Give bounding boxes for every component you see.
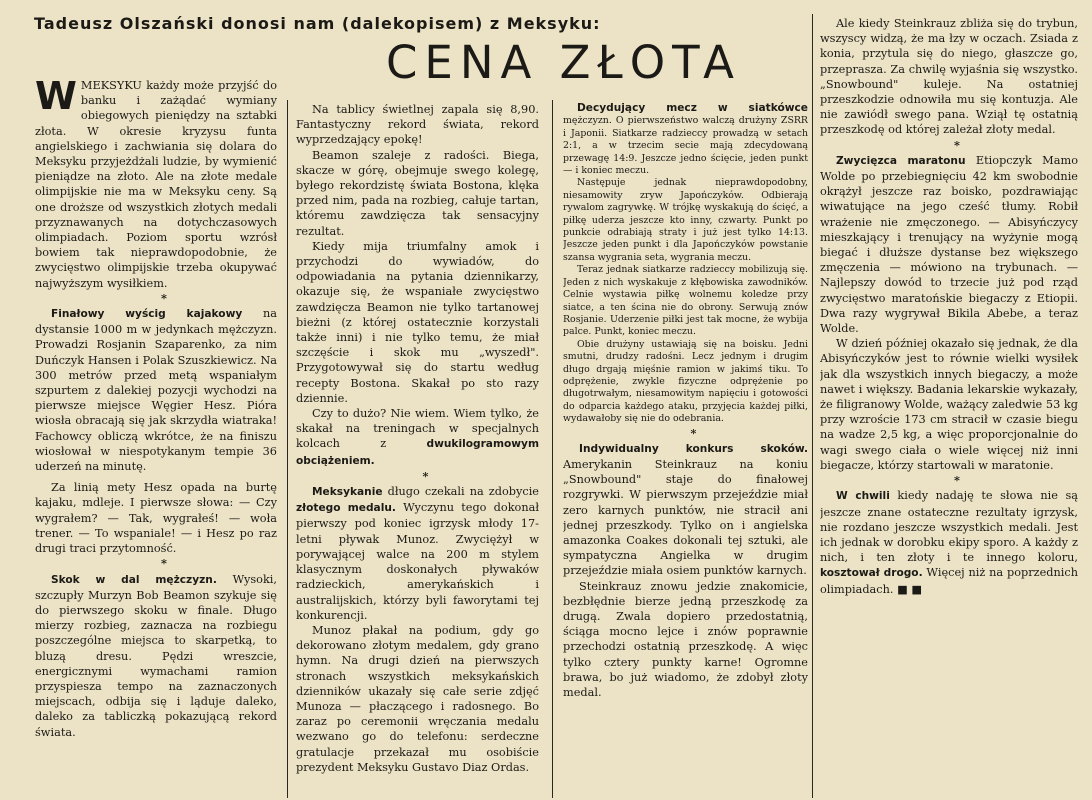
column-3 (563, 102, 808, 798)
longjump-paragraph: Skok w dal mężczyzn. Wysoki, szczupły Murzyn Bob Beamon szykuje się do pierwszego skoku w finale. Długo mierzy rozbieg, zaznacza na rozbiegu poszczególne miejsca to skarpetką, to bluzą dresu. Pędzi wreszcie, energicznymi wymachami ramion przyspiesza tempo na zaznaczonych miejscach, odbija się i ląduje daleko, daleko za tabliczką pokazującą rekord świata. (35, 572, 277, 739)
horse-paragraph: Indywidualny konkurs skoków. Amerykanin Steinkrauz na koniu „Snowbound" staje do finałowej rozgrywki. W pierwszym przejeździe miał zero karnych punktów, nie stracił ani jednej przeszkody. Tylko on i angielska amazonka Coakes dokonali tej sztuki, ale sympatyczna Angielka w drugim przejeździe miała osiem punktów karnych. (563, 442, 808, 578)
volley-paragraph: Decydujący mecz w siatkówce mężczyzn. O pierwszeństwo walczą drużyny ZSRR i Japonii. Siatkarze radzieccy prowadzą w setach 2:1, a w trzecim secie mają zdecydowaną przewagę 14:9. Jeszcze jedno ścięcie, jeden punkt — i koniec meczu. (563, 102, 808, 177)
column-rule (812, 14, 813, 798)
volley-paragraph-3: Teraz jednak siatkarze radzieccy mobilizują się. Jeden z nich wyskakuje z kłębowiska zawodników. Celnie wystawia piłkę wolnemu koledze przy siatce, a ten ścina nie do obrony. Serwują znów Rosjanie. Uderzenie piłki jest tak mocne, że wybija palce. Punkt, koniec meczu. (563, 264, 808, 338)
kayak-paragraph: Finałowy wyścig kajakowy na dystansie 1000 m w jedynkach mężczyzn. Prowadzi Rosjanin Szaparenko, za nim Duńczyk Hansen i Polak Szuszkiewicz. Na 300 metrów przed metą wspaniałym szpurtem z dalekiej pozycji wychodzi na pierwsze miejsce Węgier Hesz. Pióra wiosła obracają się jak skrzydła wiatraka! Fachowcy obliczą wkrótce, że na finiszu wiosłował w niespotykanym tempie 36 uderzeń na minutę. (35, 307, 277, 474)
column-1 (35, 78, 277, 798)
column-rule (287, 100, 288, 798)
swim-paragraph: Meksykanie długo czekali na zdobycie złotego medalu. Wyczynu tego dokonał pierwszy pod koniec igrzysk młody 17-letni pływak Munoz. Zwyciężył w porywającej walce na 200 m stylem klasycznym doskonałych pływaków radzieckich, amerykańskich i australijskich, którzy byli faworytami tej konkurencji. (296, 485, 539, 622)
section-star: * (690, 425, 697, 440)
marathon-paragraph: Zwycięzca maratonu Etiopczyk Mamo Wolde po przebiegnięciu 42 km swobodnie okrążył jeszcze raz boisko, pozdrawiając wiwatujące na jego cześć tłumy. Robił wrażenie nie zmęczonego. — Abisyńczycy mieszkający i trenujący na wyżynie mogą biegać i dłuższe dystanse bez większego zmęczenia — mówiono na trybunach. — Najlepszy dowód to trzecie już pod rząd zwycięstwo maratońskie biegaczy z Etiopii. Dwa razy wygrywał Bikila Abebe, a teraz Wolde. (820, 153, 1078, 336)
drop-cap: W (35, 78, 77, 118)
longjump-paragraph-3: Beamon szaleje z radości. Biega, skacze w górę, obejmuje swego kolegę, byłego rekordzistę świata Bostona, klęka przed nim, pada na rozbieg, całuje tartan, któremu zawdzięcza tak sensacyjny rezultat. (296, 148, 539, 238)
section-star: * (161, 290, 167, 305)
column-4 (820, 16, 1078, 798)
marathon-paragraph-2: W dzień później okazało się jednak, że dla Abisyńczyków jest to równie wielki wysiłek jak dla wszystkich innych biegaczy, a może nawet i większy. Badania lekarskie wykazały, że filigranowy Wolde, ważący zaledwie 53 kg przy wzroście 173 cm stracił w czasie biegu na wadze 2,5 kg, a więc proporcjonalnie do wagi swego ciała o wiele więcej niż inni biegacze, którzy startowali w maratonie. (820, 337, 1078, 472)
section-star: * (954, 137, 960, 152)
swim-paragraph-2: Munoz płakał na podium, gdy go dekorowano złotym medalem, gdy grano hymn. Na drugi dzień na pierwszych stronach wszystkich meksykańskich dzienników ukazały się całe serie zdjęć Munoza — płaczącego i radosnego. Bo zaraz po ceremonii wręczania medalu wezwano go do telefonu: serdeczne gratulacje przekazał mu osobiście prezydent Meksyku Gustavo Diaz Ordas. (296, 623, 539, 774)
section-star: * (161, 556, 167, 571)
longjump-paragraph-2: Na tablicy świetlnej zapala się 8,90. Fantastyczny rekord świata, rekord wyprzedzający epokę! (296, 103, 539, 147)
article-kicker: Tadeusz Olszański donosi nam (dalekopisem) z Meksyku: (34, 14, 601, 33)
volleyball-section (563, 102, 808, 426)
article-title: CENA ZŁOTA (386, 36, 741, 89)
section-star: * (954, 473, 960, 488)
volley-paragraph-4: Obie drużyny ustawiają się na boisku. Jedni smutni, drudzy radośni. Lecz jednym i drugim długo drgają mięśnie ramion w jakimś tiku. To odprężenie, zwykle fizyczne odprężenie po długotrwałym, niesamowitym napięciu i gotowości do odparcia każdego ataku, przyjęcia każdej piłki, wydawałoby się nie do odebrania. (563, 338, 808, 425)
end-mark: ■ ■ (897, 582, 923, 596)
column-rule (552, 100, 553, 798)
longjump-paragraph-4: Kiedy mija triumfalny amok i przychodzi do wywiadów, do odpowiadania na pytania dziennikarzy, okazuje się, że wspaniałe zwycięstwo zawdzięcza Beamon nie tylko tartanowej bieżni (z której ostatecznie korzystali także inni) i nie tylko temu, że miał szczęście i skok mu „wyszedł". Przygotowywał się do startu według recepty Bostona. Skakał po sto razy dziennie. (296, 239, 539, 405)
section-star: * (422, 468, 429, 483)
closing-paragraph: W chwili kiedy nadaję te słowa nie są jeszcze znane ostateczne rezultaty igrzysk, nie rozdano jeszcze wszystkich medali. Jest ich jednak w dorobku ekipy sporo. A każdy z nich, i ten złoty i te innego koloru, kosztował drogo. Więcej niż na poprzednich olimpiadach. ■ ■ (820, 489, 1078, 596)
volley-paragraph-2: Następuje jednak nieprawdopodobny, niesamowity zryw Japończyków. Odbierają rywalom zagrywkę. W trójkę wyskakują do ścięć, a piłkę uderza jeszcze kto inny, czwarty. Punkt po punkcie odrabiają straty i już jest tylko 14:13. Jeszcze jeden punkt i dla Japończyków powstanie szansa wygrania seta, wygrania meczu. (563, 177, 808, 263)
intro-paragraph: W MEKSYKU każdy może przyjść do banku i zażądać wymiany obiegowych pieniędzy na sztabki złota. W okresie kryzysu funta angielskiego i zachwiania się dolara do Meksyku przyjeżdżali ludzie, by wymienić pieniądze na złoto. Ale na złote medale olimpijskie nie ma w Meksyku ceny. Są one droższe od wszystkich złotych medali przyznawanych na dotychczasowych olimpiadach. Poziom sportu wzrósł bowiem tak nieprawdopodobnie, że zwycięstwo olimpijskie trzeba okupywać najwyższym wysiłkiem. (35, 78, 277, 290)
horse-paragraph-2: Steinkrauz znowu jedzie znakomicie, bezbłędnie bierze jedną przeszkodę za drugą. Zwala dopiero przedostatnią, ściąga mocno lejce i znów poprawnie przechodzi ostatnią przeszkodę. A więc tylko cztery punkty karne! Ogromne brawa, bo już wiadomo, że zdobył złoty medal. (563, 579, 808, 700)
longjump-paragraph-5: Czy to dużo? Nie wiem. Wiem tylko, że skakał na treningach w specjalnych kolcach z dwukilogramowym obciążeniem. (296, 407, 539, 467)
kayak-paragraph-2: Za linią mety Hesz opada na burtę kajaku, mdleje. I pierwsze słowa: — Czy wygrałem? — Tak, wygrałeś! — woła trener. — To wspaniale! — i Hesz po raz drugi traci przytomność. (35, 481, 277, 556)
horse-paragraph-3: Ale kiedy Steinkrauz zbliża się do trybun, wszyscy widzą, że ma łzy w oczach. Zsiada z konia, przytula się do niego, głaszcze go, przeprasza. Za chwilę wyjaśnia się wszystko. „Snowbound" kuleje. Na ostatniej przeszkodzie odnowiła mu się kontuzja. Ale nie zawiódł swego pana. Wziął tę ostatnią przeszkodę od której zależał złoty medal. (820, 17, 1078, 137)
column-2 (296, 102, 539, 798)
